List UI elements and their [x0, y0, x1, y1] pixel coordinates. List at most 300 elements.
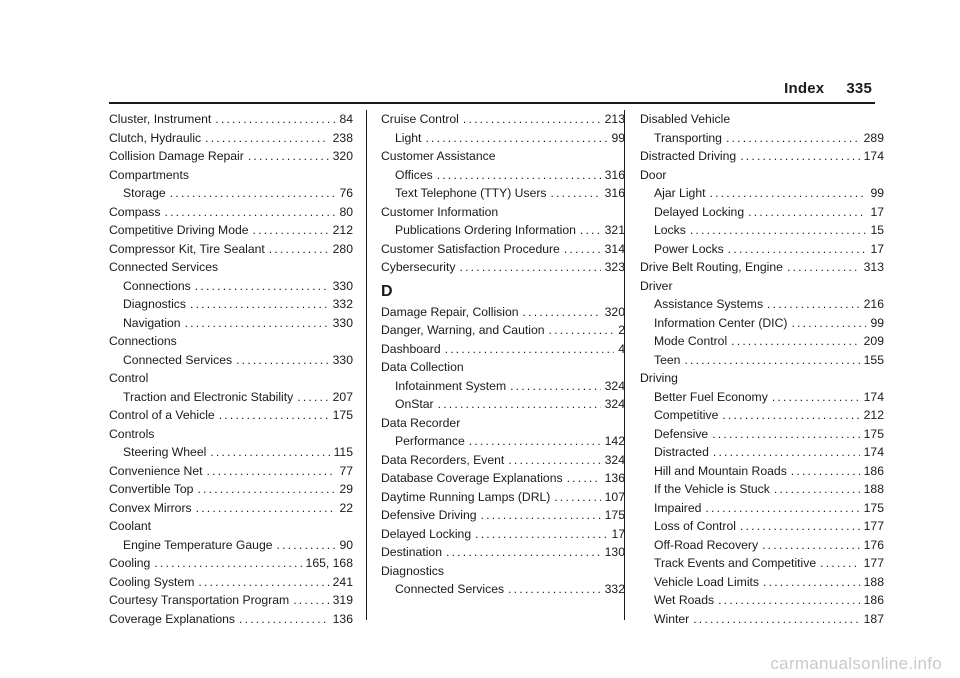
index-entry: [381, 469, 625, 488]
dot-leader: [154, 554, 301, 573]
entry-term: Control of a Vehicle: [109, 408, 215, 422]
entry-term: Publications Ordering Information: [395, 223, 576, 237]
index-entry: [109, 554, 353, 573]
entry-page: 212: [863, 408, 884, 422]
index-subentry: [640, 203, 884, 222]
index-entry: [109, 110, 353, 129]
entry-term: Daytime Running Lamps (DRL): [381, 489, 551, 504]
entry-page: 324: [604, 378, 625, 393]
entry-page: 115: [333, 445, 353, 459]
page-number: 335: [846, 80, 872, 97]
entry-page: 99: [870, 186, 884, 200]
index-subentry: [109, 388, 353, 407]
entry-page: 280: [332, 241, 353, 256]
entry-page: 29: [339, 482, 353, 496]
entry-term: Text Telephone (TTY) Users: [395, 186, 547, 200]
entry-page: 313: [863, 260, 884, 274]
entry-page: 77: [339, 463, 353, 478]
entry-term: Connected Services: [109, 260, 219, 274]
entry-page: 213: [604, 112, 625, 126]
dot-leader: [197, 480, 335, 499]
index-entry: [109, 425, 353, 444]
entry-page: 174: [863, 149, 884, 163]
dot-leader: [523, 303, 601, 322]
index-entry: [381, 303, 625, 322]
entry-page: 2: [618, 323, 625, 337]
index-subentry: [640, 129, 884, 148]
section-letter: D: [381, 282, 393, 300]
entry-page: 186: [863, 593, 884, 607]
dot-leader: [551, 184, 601, 203]
dot-leader: [684, 351, 859, 370]
dot-leader: [740, 147, 859, 166]
dot-leader: [248, 147, 329, 166]
entry-term: Vehicle Load Limits: [654, 574, 760, 589]
entry-term: Compass: [109, 204, 161, 219]
dot-leader: [820, 554, 860, 573]
entry-term: Storage: [123, 186, 166, 200]
index-entry: [109, 166, 353, 185]
entry-page: 177: [863, 519, 884, 533]
entry-term: Hill and Mountain Roads: [654, 463, 787, 478]
index-subentry: [381, 395, 625, 414]
dot-leader: [481, 506, 601, 525]
dot-leader: [236, 351, 329, 370]
index-subentry: [381, 580, 625, 599]
index-subentry: [640, 443, 884, 462]
entry-term: Data Recorder: [381, 415, 461, 430]
entry-term: Connections: [123, 278, 191, 293]
watermark: carmanualsonline.info: [770, 654, 942, 673]
entry-page: 175: [863, 426, 884, 441]
dot-leader: [722, 406, 859, 425]
index-entry: [381, 203, 625, 222]
index-subentry: [640, 184, 884, 203]
dot-leader: [239, 610, 329, 629]
index-subentry: [640, 610, 884, 629]
entry-term: Connected Services: [395, 582, 505, 596]
index-subentry: [640, 351, 884, 370]
entry-page: 188: [863, 482, 884, 496]
dot-leader: [774, 480, 860, 499]
entry-term: Connected Services: [123, 352, 233, 367]
index-entry: [381, 340, 625, 359]
entry-term: Convex Mirrors: [109, 500, 192, 515]
entry-term: Distracted Driving: [640, 149, 737, 163]
entry-page: 332: [604, 582, 625, 596]
entry-term: Delayed Locking: [654, 204, 745, 219]
index-subentry: [640, 240, 884, 259]
dot-leader: [772, 388, 860, 407]
entry-term: Cluster, Instrument: [109, 112, 212, 126]
entry-page: 17: [611, 526, 625, 541]
dot-leader: [705, 499, 859, 518]
entry-term: Better Fuel Economy: [654, 389, 768, 404]
dot-leader: [731, 332, 859, 351]
entry-page: 174: [863, 445, 884, 459]
entry-term: Door: [640, 167, 667, 182]
dot-leader: [196, 499, 336, 518]
index-entry: [381, 358, 625, 377]
entry-term: Disabled Vehicle: [640, 112, 731, 126]
entry-page: 107: [604, 489, 625, 504]
dot-leader: [190, 295, 329, 314]
entry-term: Winter: [654, 611, 690, 626]
dot-leader: [718, 591, 860, 610]
index-subentry: [381, 432, 625, 451]
entry-page: 321: [604, 223, 625, 237]
dot-leader: [767, 295, 860, 314]
index-subentry: [640, 591, 884, 610]
index-entry: [381, 488, 625, 507]
entry-page: 289: [863, 130, 884, 145]
entry-page: 90: [339, 537, 353, 552]
dot-leader: [728, 240, 867, 259]
dot-leader: [425, 129, 607, 148]
index-entry: [109, 499, 353, 518]
entry-term: Control: [109, 371, 149, 385]
index-entry: [109, 573, 353, 592]
index-column-2: [366, 110, 625, 620]
index-subentry: [640, 499, 884, 518]
entry-term: Power Locks: [654, 241, 724, 256]
index-subentry: [381, 166, 625, 185]
entry-term: Infotainment System: [395, 378, 507, 393]
dot-leader: [762, 536, 860, 555]
entry-term: Light: [395, 130, 422, 145]
entry-page: 320: [604, 304, 625, 319]
dot-leader: [690, 221, 867, 240]
index-entry: [109, 610, 353, 629]
index-subentry: [640, 406, 884, 425]
entry-term: Track Events and Competitive: [654, 556, 817, 570]
entry-page: 99: [870, 315, 884, 330]
entry-page: 17: [870, 241, 884, 256]
dot-leader: [508, 451, 600, 470]
entry-term: Database Coverage Explanations: [381, 471, 563, 485]
entry-page: 324: [604, 397, 625, 411]
entry-term: Engine Temperature Gauge: [123, 537, 273, 552]
index-subentry: [109, 295, 353, 314]
entry-page: 84: [339, 112, 353, 126]
entry-term: Coverage Explanations: [109, 611, 236, 626]
index-entry: [640, 166, 884, 185]
dot-leader: [277, 536, 336, 555]
entry-page: 175: [863, 500, 884, 515]
index-entry: [109, 221, 353, 240]
entry-term: Defensive: [654, 426, 709, 441]
entry-term: Connections: [109, 334, 177, 348]
index-entry: [109, 591, 353, 610]
entry-page: 136: [332, 611, 353, 626]
dot-leader: [198, 573, 328, 592]
dot-leader: [726, 129, 860, 148]
dot-leader: [185, 314, 329, 333]
entry-page: 212: [332, 223, 353, 237]
entry-page: 4: [618, 341, 625, 356]
dot-leader: [787, 258, 860, 277]
entry-term: Drive Belt Routing, Engine: [640, 260, 783, 274]
dot-leader: [207, 462, 336, 481]
index-entry: [640, 277, 884, 296]
entry-term: Competitive Driving Mode: [109, 223, 249, 237]
entry-term: Delayed Locking: [381, 526, 472, 541]
entry-page: 165, 168: [305, 556, 353, 570]
entry-page: 316: [604, 167, 625, 182]
entry-page: 130: [604, 545, 625, 559]
entry-page: 209: [863, 334, 884, 348]
index-subentry: [640, 425, 884, 444]
entry-page: 330: [332, 352, 353, 367]
entry-page: 177: [863, 556, 884, 570]
entry-term: Compartments: [109, 167, 189, 182]
entry-term: Compressor Kit, Tire Sealant: [109, 241, 265, 256]
entry-term: Teen: [654, 352, 681, 367]
index-subentry: [640, 221, 884, 240]
dot-leader: [712, 425, 859, 444]
index-entry: [381, 543, 625, 562]
entry-term: Clutch, Hydraulic: [109, 130, 202, 145]
entry-page: 320: [332, 149, 353, 163]
entry-term: Data Collection: [381, 360, 464, 374]
dot-leader: [791, 462, 860, 481]
entry-term: Dashboard: [381, 341, 441, 356]
index-subentry: [640, 573, 884, 592]
index-subentry: [381, 129, 625, 148]
index-entry: [381, 147, 625, 166]
index-entry: [381, 525, 625, 544]
entry-term: Damage Repair, Collision: [381, 304, 519, 319]
entry-term: Transporting: [654, 130, 722, 145]
index-entry: [640, 110, 884, 129]
index-subentry: [640, 480, 884, 499]
entry-term: Cooling System: [109, 574, 195, 589]
dot-leader: [549, 321, 615, 340]
entry-term: Information Center (DIC): [654, 315, 788, 330]
index-entry: [109, 240, 353, 259]
index-column-1: [109, 110, 353, 628]
entry-page: 175: [604, 508, 625, 522]
entry-page: 22: [339, 500, 353, 515]
entry-page: 319: [332, 593, 353, 607]
page-header: [784, 80, 872, 97]
index-subentry: [640, 388, 884, 407]
dot-leader: [269, 240, 329, 259]
dot-leader: [210, 443, 329, 462]
entry-page: 241: [332, 574, 353, 589]
index-entry: [640, 147, 884, 166]
entry-term: Ajar Light: [654, 186, 706, 200]
dot-leader: [463, 110, 601, 129]
entry-term: Courtesy Transportation Program: [109, 593, 290, 607]
index-entry: [109, 147, 353, 166]
dot-leader: [567, 469, 601, 488]
entry-page: 99: [611, 130, 625, 145]
dot-leader: [475, 525, 607, 544]
entry-term: Cruise Control: [381, 112, 459, 126]
index-entry: [381, 240, 625, 259]
entry-term: Data Recorders, Event: [381, 452, 505, 467]
entry-term: Convertible Top: [109, 482, 194, 496]
index-entry: [381, 110, 625, 129]
index-subentry: [109, 277, 353, 296]
entry-page: 324: [604, 452, 625, 467]
entry-term: Distracted: [654, 445, 709, 459]
entry-page: 330: [332, 278, 353, 293]
index-entry: [381, 414, 625, 433]
index-subentry: [640, 517, 884, 536]
section-title: Index: [784, 80, 825, 97]
dot-leader: [215, 110, 335, 129]
entry-page: 17: [870, 204, 884, 219]
entry-page: 314: [604, 241, 625, 256]
index-subentry: [109, 184, 353, 203]
dot-leader: [170, 184, 336, 203]
dot-leader: [297, 388, 328, 407]
entry-term: Offices: [395, 167, 433, 182]
index-subentry: [640, 332, 884, 351]
dot-leader: [740, 517, 860, 536]
header-rule: [109, 102, 875, 104]
index-subentry: [640, 554, 884, 573]
dot-leader: [508, 580, 601, 599]
index-entry: [381, 451, 625, 470]
dot-leader: [219, 406, 329, 425]
entry-page: 186: [863, 463, 884, 478]
entry-term: Driver: [640, 278, 673, 293]
index-entry: [381, 321, 625, 340]
index-entry: [109, 406, 353, 425]
dot-leader: [446, 543, 601, 562]
index-entry: [109, 369, 353, 388]
entry-term: Coolant: [109, 519, 152, 533]
dot-leader: [437, 166, 601, 185]
dot-leader: [205, 129, 329, 148]
index-entry: [109, 332, 353, 351]
entry-term: If the Vehicle is Stuck: [654, 482, 770, 496]
entry-page: 330: [332, 315, 353, 330]
entry-term: Diagnostics: [123, 297, 186, 311]
entry-term: Diagnostics: [381, 563, 444, 578]
entry-term: Defensive Driving: [381, 508, 477, 522]
entry-term: Customer Information: [381, 204, 499, 219]
index-subentry: [640, 295, 884, 314]
entry-term: Steering Wheel: [123, 445, 207, 459]
entry-term: Competitive: [654, 408, 719, 422]
index-subentry: [640, 314, 884, 333]
entry-page: 332: [332, 297, 353, 311]
index-subentry: [381, 221, 625, 240]
index-entry: [640, 258, 884, 277]
index-subentry: [381, 184, 625, 203]
entry-term: Danger, Warning, and Caution: [381, 323, 545, 337]
index-entry: [109, 462, 353, 481]
dot-leader: [293, 591, 328, 610]
entry-page: 174: [863, 389, 884, 404]
index-entry: [109, 203, 353, 222]
entry-page: 187: [863, 611, 884, 626]
entry-term: Controls: [109, 426, 155, 441]
entry-term: Navigation: [123, 315, 181, 330]
dot-leader: [580, 221, 601, 240]
dot-leader: [195, 277, 329, 296]
entry-page: 142: [604, 434, 625, 448]
dot-leader: [710, 184, 867, 203]
entry-page: 80: [339, 204, 353, 219]
index-entry: [109, 480, 353, 499]
entry-page: 155: [863, 352, 884, 367]
entry-term: Performance: [395, 434, 465, 448]
entry-page: 316: [604, 186, 625, 200]
dot-leader: [438, 395, 601, 414]
dot-leader: [164, 203, 335, 222]
entry-term: Mode Control: [654, 334, 728, 348]
entry-term: Driving: [640, 371, 678, 385]
index-entry: [109, 129, 353, 148]
dot-leader: [564, 240, 601, 259]
entry-term: Cybersecurity: [381, 260, 456, 274]
index-subentry: [109, 536, 353, 555]
dot-leader: [763, 573, 860, 592]
entry-term: Traction and Electronic Stability: [123, 389, 294, 404]
index-entry: [381, 506, 625, 525]
index-entry: [381, 258, 625, 277]
entry-term: Destination: [381, 545, 442, 559]
entry-term: Loss of Control: [654, 519, 736, 533]
index-subentry: [381, 377, 625, 396]
index-subentry: [640, 462, 884, 481]
entry-term: Collision Damage Repair: [109, 149, 244, 163]
index-subentry: [109, 443, 353, 462]
index-subentry: [109, 351, 353, 370]
entry-term: Customer Satisfaction Procedure: [381, 241, 560, 256]
entry-page: 323: [604, 260, 625, 274]
index-column-3: [624, 110, 884, 626]
dot-leader: [791, 314, 866, 333]
entry-page: 175: [332, 408, 353, 422]
entry-term: Off-Road Recovery: [654, 537, 759, 552]
entry-term: OnStar: [395, 397, 434, 411]
dot-leader: [748, 203, 866, 222]
index-entry: [109, 517, 353, 536]
entry-term: Cooling: [109, 556, 151, 570]
entry-page: 176: [863, 537, 884, 552]
entry-page: 207: [332, 389, 353, 404]
entry-term: Impaired: [654, 500, 702, 515]
entry-page: 76: [339, 186, 353, 200]
index-entry: [640, 369, 884, 388]
entry-page: 15: [870, 223, 884, 237]
index-subentry: [109, 314, 353, 333]
dot-leader: [693, 610, 859, 629]
dot-leader: [554, 488, 600, 507]
dot-leader: [460, 258, 601, 277]
dot-leader: [253, 221, 329, 240]
dot-leader: [510, 377, 601, 396]
entry-page: 238: [332, 130, 353, 145]
dot-leader: [445, 340, 615, 359]
entry-term: Locks: [654, 223, 686, 237]
dot-leader: [713, 443, 860, 462]
index-entry: [381, 562, 625, 581]
entry-term: Assistance Systems: [654, 297, 764, 311]
index-entry: [109, 258, 353, 277]
index-subentry: [640, 536, 884, 555]
entry-term: Customer Assistance: [381, 149, 496, 163]
entry-page: 188: [863, 574, 884, 589]
entry-page: 136: [604, 471, 625, 485]
entry-term: Convenience Net: [109, 463, 203, 478]
